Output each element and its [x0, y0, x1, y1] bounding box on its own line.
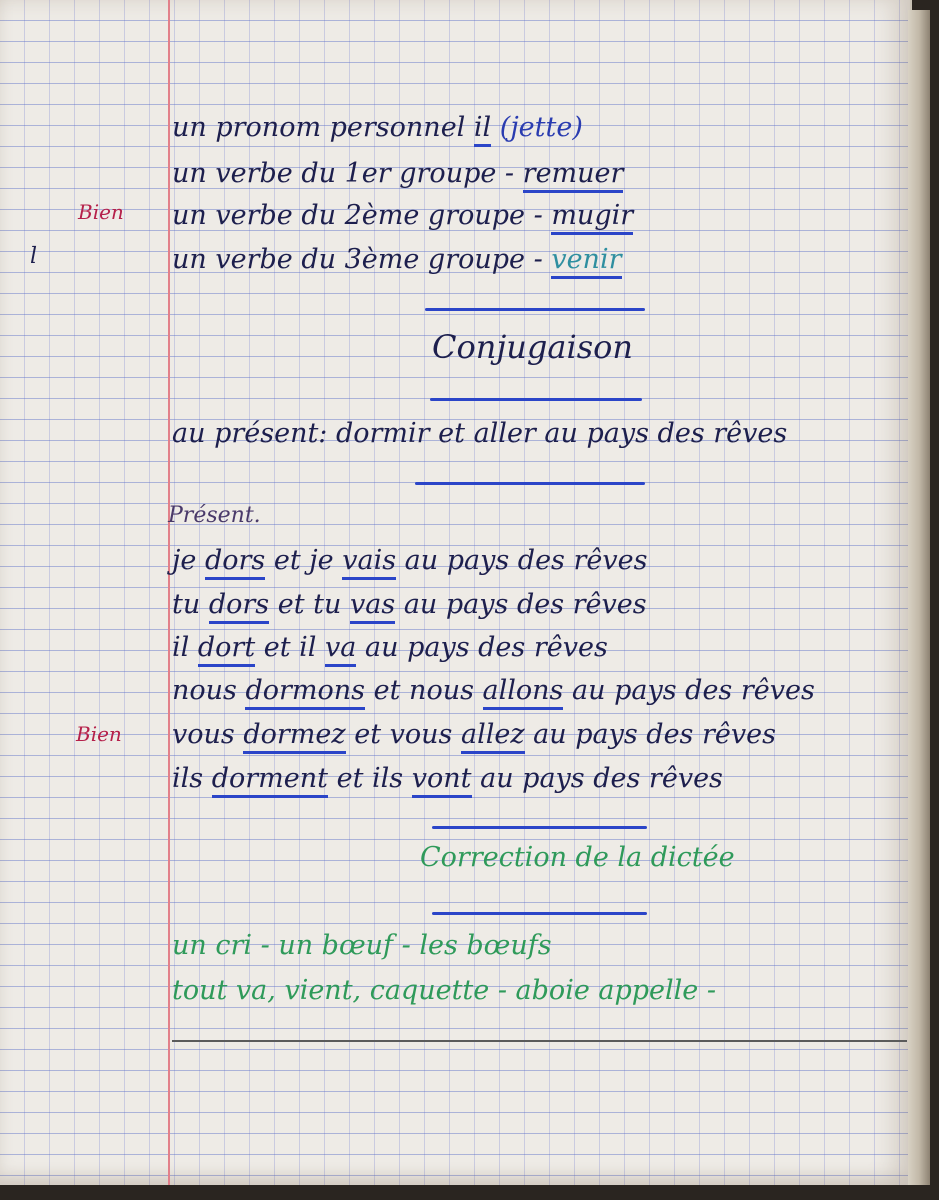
conjugation-row: il dort et il va au pays des rêves	[172, 632, 608, 663]
grammar-line-1-answer: il	[474, 112, 491, 147]
correction-line-1: un cri - un bœuf - les bœufs	[172, 930, 552, 961]
conjugation-row: tu dors et tu vas au pays des rêves	[172, 589, 647, 620]
conjugation-row: je dors et je vais au pays des rêves	[172, 545, 647, 576]
margin-tick: l	[30, 244, 38, 269]
teacher-mark-2: Bien	[76, 722, 122, 746]
tense-heading: Présent.	[168, 503, 261, 528]
instruction-rule	[415, 482, 645, 485]
grammar-line-3-label: un verbe du 2ème groupe -	[172, 200, 543, 231]
grammar-line-3-answer: mugir	[551, 200, 633, 235]
teacher-mark-1: Bien	[78, 200, 124, 224]
grammar-line-2-answer: remuer	[523, 158, 624, 193]
correction-rule-bottom	[432, 912, 647, 915]
conjugation-row: ils dorment et ils vont au pays des rêves	[172, 763, 723, 794]
title-rule-bottom	[430, 398, 642, 401]
conjugation-row: nous dormons et nous allons au pays des rêves	[172, 675, 815, 706]
grammar-line-4-answer: venir	[551, 244, 621, 279]
conjugation-instruction: au présent: dormir et aller au pays des rêves	[172, 418, 788, 449]
grammar-line-1	[172, 112, 583, 143]
correction-title: Correction de la dictée	[420, 842, 735, 873]
title-rule-top	[425, 308, 645, 311]
grammar-line-3	[172, 200, 633, 231]
grammar-line-2	[172, 158, 623, 189]
bottom-rule	[172, 1040, 907, 1042]
grammar-line-4-label: un verbe du 3ème groupe -	[172, 244, 543, 275]
page-edge	[908, 10, 930, 1185]
grammar-line-1-label: un pronom personnel	[172, 112, 466, 143]
conjugation-row: vous dormez et vous allez au pays des rêves	[172, 719, 776, 750]
grammar-line-4	[172, 244, 622, 275]
conjugation-title: Conjugaison	[432, 328, 633, 366]
correction-line-2: tout va, vient, caquette - aboie appelle -	[172, 975, 716, 1006]
margin-line	[168, 0, 170, 1185]
grammar-line-1-note: (jette)	[499, 112, 583, 143]
correction-rule-top	[432, 826, 647, 829]
grammar-line-2-label: un verbe du 1er groupe -	[172, 158, 515, 189]
